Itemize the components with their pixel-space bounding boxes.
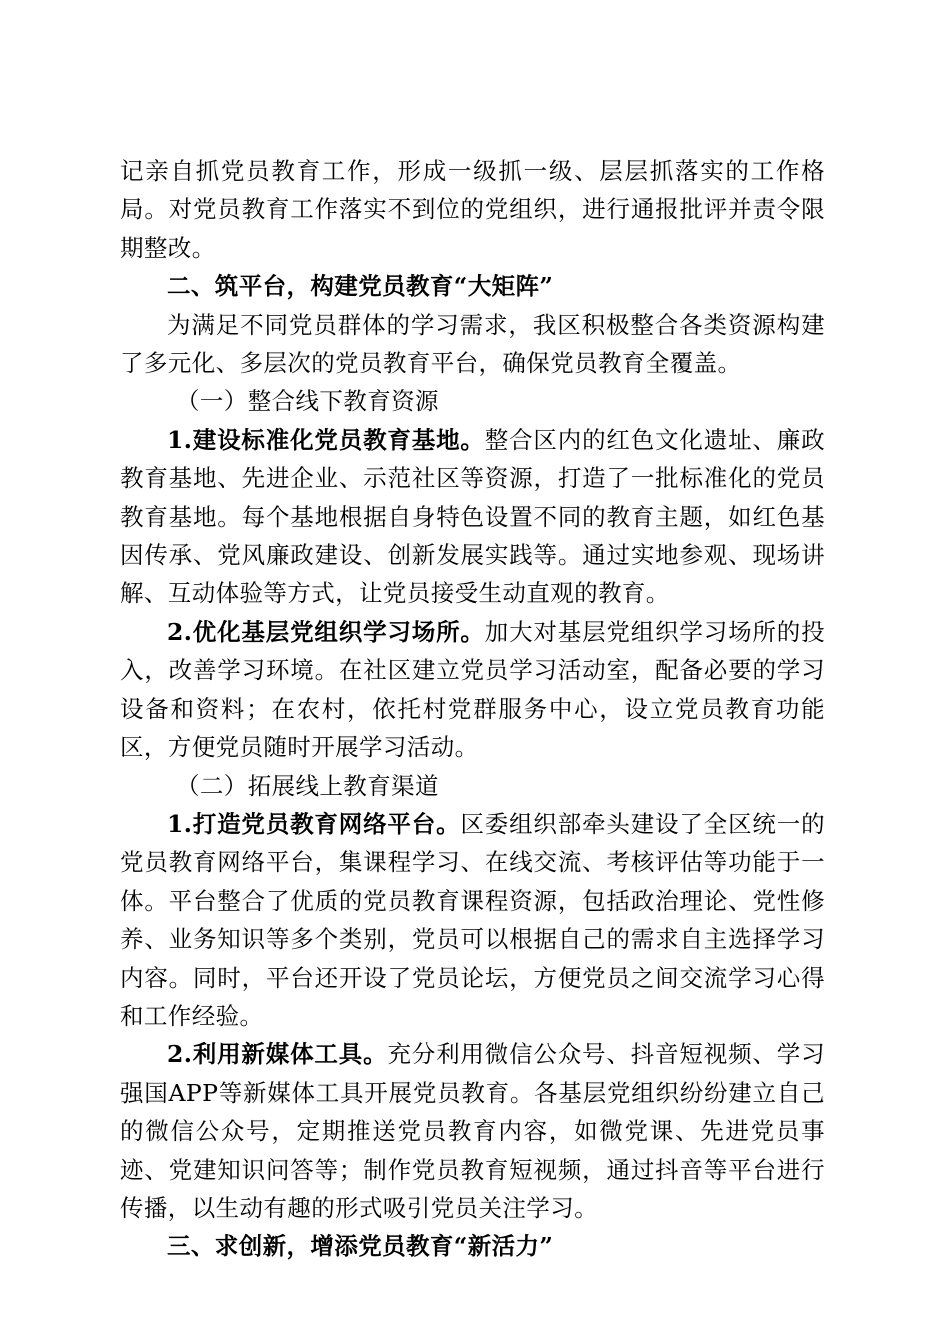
item-body: 充分利用微信公众号、抖音短视频、学习强国APP等新媒体工具开展党员教育。各基层党组织纷纷建立自己的微信公众号，定期推送党员教育内容，如微党课、先进党员事迹、党建知识问答等；制作党员教育短视频，通过抖音等平台进行传播，以生动有趣的形式吸引党员关注学习。 [120,1040,825,1222]
list-item [120,805,825,1035]
list-item [120,613,825,767]
item-lead: 1.打造党员教育网络平台。 [167,809,461,838]
section-heading-3: 三、求创新，增添党员教育“新活力” [167,1232,554,1261]
item-lead: 2.利用新媒体工具。 [167,1040,388,1069]
item-lead: 1.建设标准化党员教育基地。 [167,425,485,454]
subsection-heading-1: （一）整合线下教育资源 [176,387,439,416]
document-body [120,152,825,1266]
item-lead: 2.优化基层党组织学习场所。 [167,617,485,646]
item-body: 整合区内的红色文化遗址、廉政教育基地、先进企业、示范社区等资源，打造了一批标准化的党员教育基地。每个基地根据自身特色设置不同的教育主题，如红色基因传承、党风廉政建设、创新发展实践等。通过实地参观、现场讲解、互动体验等方式，让党员接受生动直观的教育。 [120,425,825,608]
list-item [120,421,825,613]
paragraph-intro: 为满足不同党员群体的学习需求，我区积极整合各类资源构建了多元化、多层次的党员教育平台，确保党员教育全覆盖。 [120,310,825,378]
paragraph-continued: 记亲自抓党员教育工作，形成一级抓一级、层层抓落实的工作格局。对党员教育工作落实不到位的党组织，进行通报批评并责令限期整改。 [120,157,825,262]
section-heading-2: 二、筑平台，构建党员教育“大矩阵” [167,272,554,301]
item-body: 加大对基层党组织学习场所的投入，改善学习环境。在社区建立党员学习活动室，配备必要的学习设备和资料；在农村，依托村党群服务中心，设立党员教育功能区，方便党员随时开展学习活动。 [120,617,825,762]
list-item [120,1035,825,1227]
item-body: 区委组织部牵头建设了全区统一的党员教育网络平台，集课程学习、在线交流、考核评估等功能于一体。平台整合了优质的党员教育课程资源，包括政治理论、党性修养、业务知识等多个类别，党员可以根据自己的需求自主选择学习内容。同时，平台还开设了党员论坛，方便党员之间交流学习心得和工作经验。 [120,809,826,1030]
subsection-heading-2: （二）拓展线上教育渠道 [176,771,439,800]
